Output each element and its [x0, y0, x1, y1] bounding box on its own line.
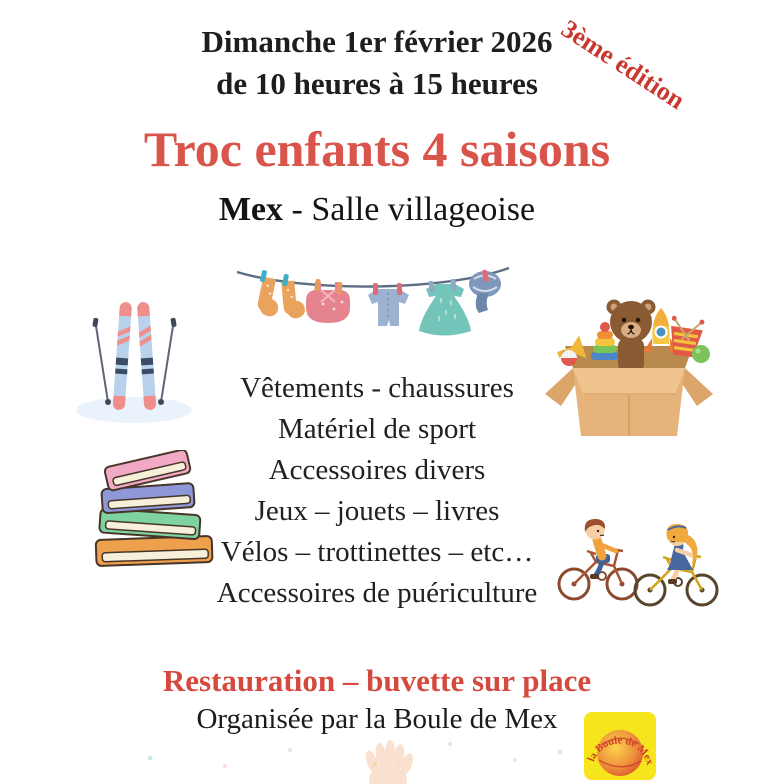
restauration-line: Restauration – buvette sur place: [162, 663, 592, 698]
page-title: Troc enfants 4 saisons: [143, 121, 611, 177]
boule-de-mex-logo: [584, 712, 656, 780]
clothesline-baby-clothes-icon: [233, 256, 513, 364]
location-place: Mex: [218, 191, 284, 228]
edition-badge: 3ème édition: [556, 14, 691, 116]
location-venue: - Salle villageoise: [283, 191, 536, 228]
date-line-1: Dimanche 1er février 2026: [201, 24, 553, 59]
list-item: Matériel de sport: [277, 413, 477, 445]
logo-arc-text: la Boule de Mex: [586, 735, 656, 767]
girl-on-bike-icon: [635, 524, 717, 605]
romper-icon: [306, 282, 350, 323]
book-orange: [96, 536, 213, 566]
organizer-line: Organisée par la Boule de Mex: [196, 703, 558, 735]
list-item: Jeux – jouets – livres: [254, 495, 500, 527]
location-line: [0, 188, 754, 232]
list-item: Accessoires divers: [268, 454, 486, 486]
books-stack-icon: [90, 450, 225, 568]
handprint-watermark-icon: [343, 740, 433, 784]
ball-green-highlight: [696, 349, 701, 354]
list-item: Vêtements - chaussures: [240, 372, 514, 404]
boy-on-bike-icon: [559, 519, 637, 599]
ball-green-icon: [692, 345, 710, 363]
date-line-2: de 10 heures à 15 heures: [216, 66, 538, 101]
list-item: Vélos – trottinettes – etc…: [220, 536, 534, 568]
dress-icon: [419, 284, 471, 336]
list-item: Accessoires de puériculture: [216, 577, 538, 609]
kids-on-bikes-icon: [550, 488, 720, 608]
